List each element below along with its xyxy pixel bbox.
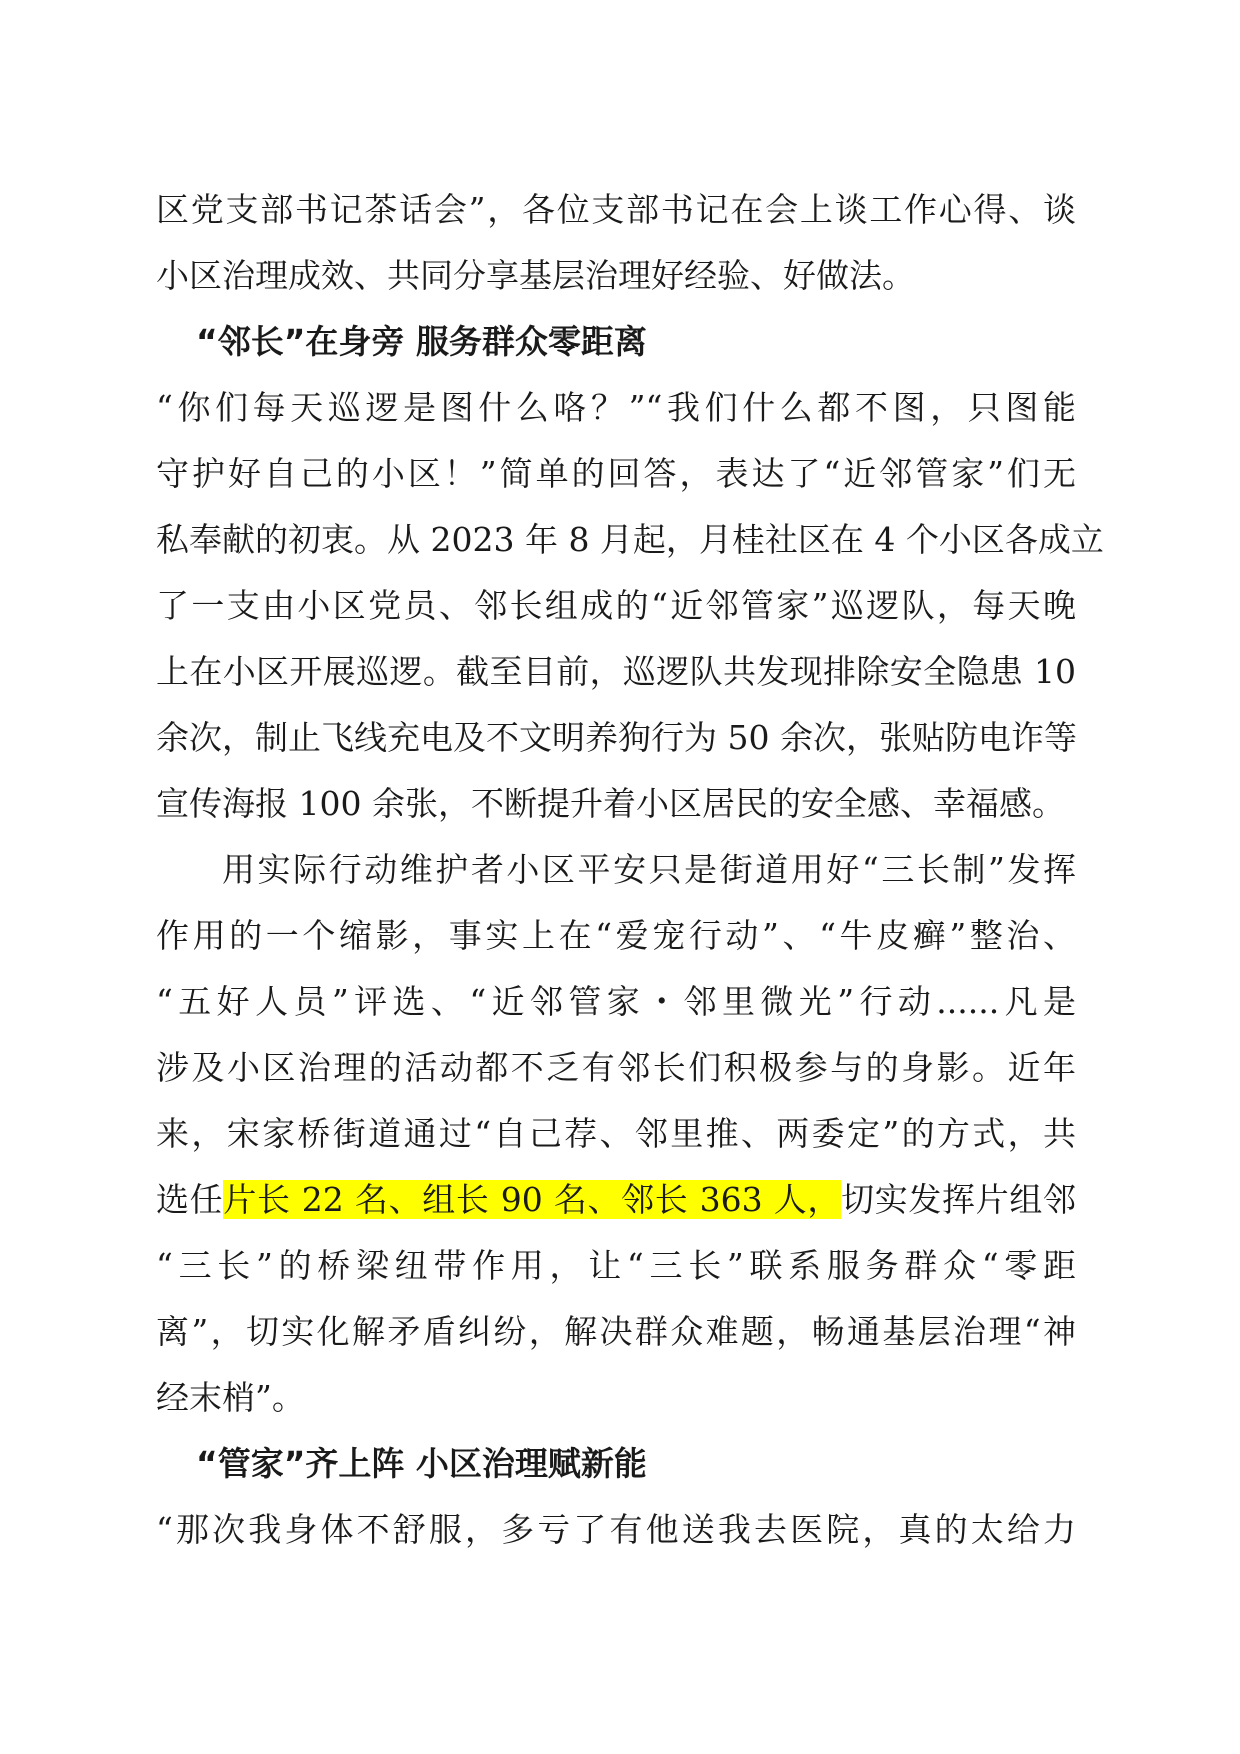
paragraph-line: 守护好自己的小区！”简单的回答，表达了“近邻管家”们无 [156,454,1076,493]
paragraph-line: 上在小区开展巡逻。截至目前，巡逻队共发现排除安全隐患 10 [156,652,1076,691]
paragraph-line: 余次，制止飞线充电及不文明养狗行为 50 余次，张贴防电诈等 [156,718,1077,757]
section-heading: “邻长”在身旁 服务群众零距离 [196,322,647,361]
paragraph-line: “三长”的桥梁纽带作用，让“三长”联系服务群众“零距 [156,1246,1076,1285]
paragraph-line: 涉及小区治理的活动都不乏有邻长们积极参与的身影。近年 [156,1048,1076,1087]
paragraph-line: “五好人员”评选、“近邻管家・邻里微光”行动......凡是 [156,982,1076,1021]
paragraph-line: “那次我身体不舒服，多亏了有他送我去医院，真的太给力 [156,1510,1076,1549]
paragraph-line: 区党支部书记茶话会”，各位支部书记在会上谈工作心得、谈 [156,190,1076,229]
paragraph-line: 小区治理成效、共同分享基层治理好经验、好做法。 [156,256,915,295]
paragraph-line: 来，宋家桥街道通过“自己荐、邻里推、两委定”的方式，共 [156,1114,1076,1153]
paragraph-line: 离”，切实化解矛盾纠纷，解决群众难题，畅通基层治理“神 [156,1312,1076,1351]
paragraph-line: “你们每天巡逻是图什么咯？”“我们什么都不图，只图能 [156,388,1076,427]
highlighted-text: 片长 22 名、组长 90 名、邻长 363 人， [223,1180,842,1219]
paragraph-line: 经末梢”。 [156,1378,305,1417]
paragraph-line [156,1178,1076,1222]
paragraph-line: 用实际行动维护者小区平安只是街道用好“三长制”发挥 [222,850,1076,889]
paragraph-line: 作用的一个缩影，事实上在“爱宠行动”、“牛皮癣”整治、 [156,916,1076,955]
paragraph-line: 了一支由小区党员、邻长组成的“近邻管家”巡逻队，每天晚 [156,586,1076,625]
paragraph-line: 宣传海报 100 余张，不断提升着小区居民的安全感、幸福感。 [156,784,1065,823]
section-heading: “管家”齐上阵 小区治理赋新能 [196,1444,647,1483]
line-text: 选任 [156,1180,224,1219]
line-text: 切实发挥片组邻 [841,1180,1077,1219]
paragraph-line: 私奉献的初衷。从 2023 年 8 月起，月桂社区在 4 个小区各成立 [156,520,1104,559]
